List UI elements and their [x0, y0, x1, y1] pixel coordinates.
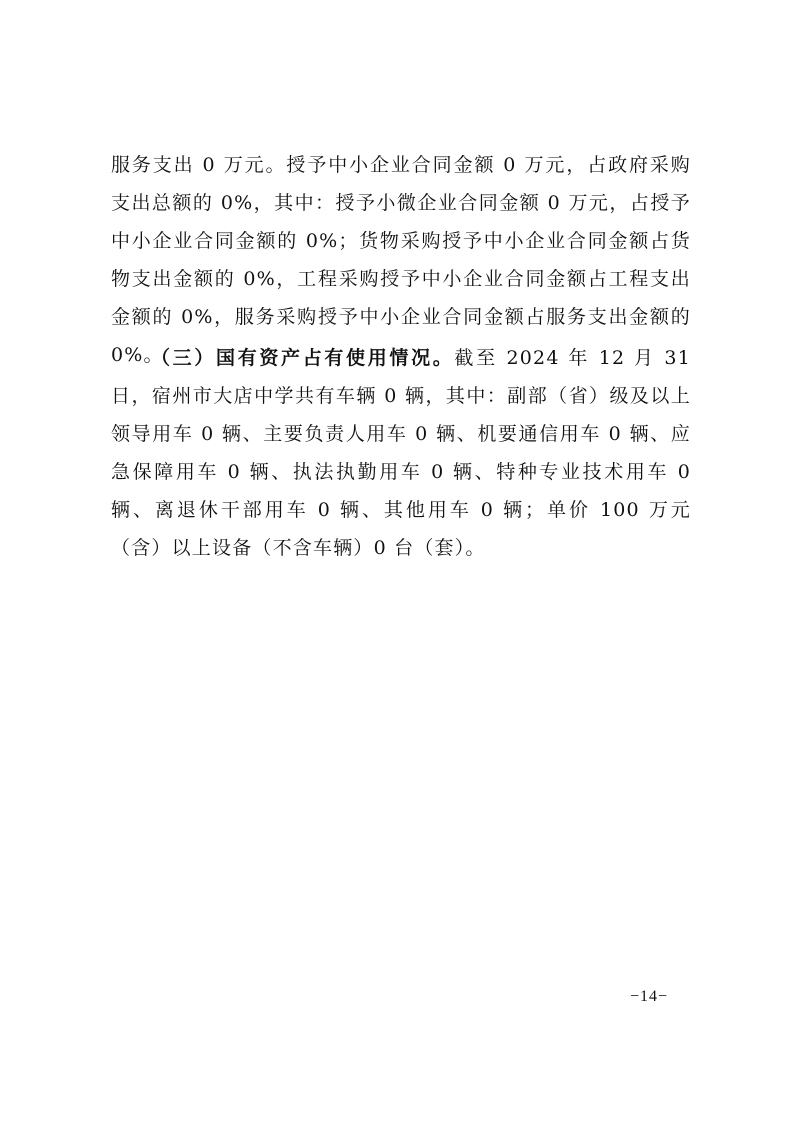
page-number: −14−: [630, 988, 669, 1005]
paragraph-state-assets: [111, 339, 691, 567]
paragraph-assets-text: 截至 2024 年 12 月 31 日，宿州市大店中学共有车辆 0 辆，其中：副部（省）级及以上领导用车 0 辆、主要负责人用车 0 辆、机要通信用车 0 辆、应急保障用车 0 辆、执法执勤用车 0 辆、特种专业技术用车 0 辆、离退休干部用车 0 辆、其他用车 0 辆；单价 100 万元（含）以上设备（不含车辆）0 台（套）。: [111, 347, 691, 559]
paragraph-procurement: 服务支出 0 万元。授予中小企业合同金额 0 万元，占政府采购支出总额的 0%，其中：授予小微企业合同金额 0 万元，占授予中小企业合同金额的 0%；货物采购授予中小企业合同金额占货物支出金额的 0%，工程采购授予中小企业合同金额占工程支出金额的 0%，服务采购授予中小企业合同金额占服务支出金额的 0%。: [111, 154, 691, 366]
section-heading: （三）国有资产占有使用情况。: [151, 347, 455, 369]
